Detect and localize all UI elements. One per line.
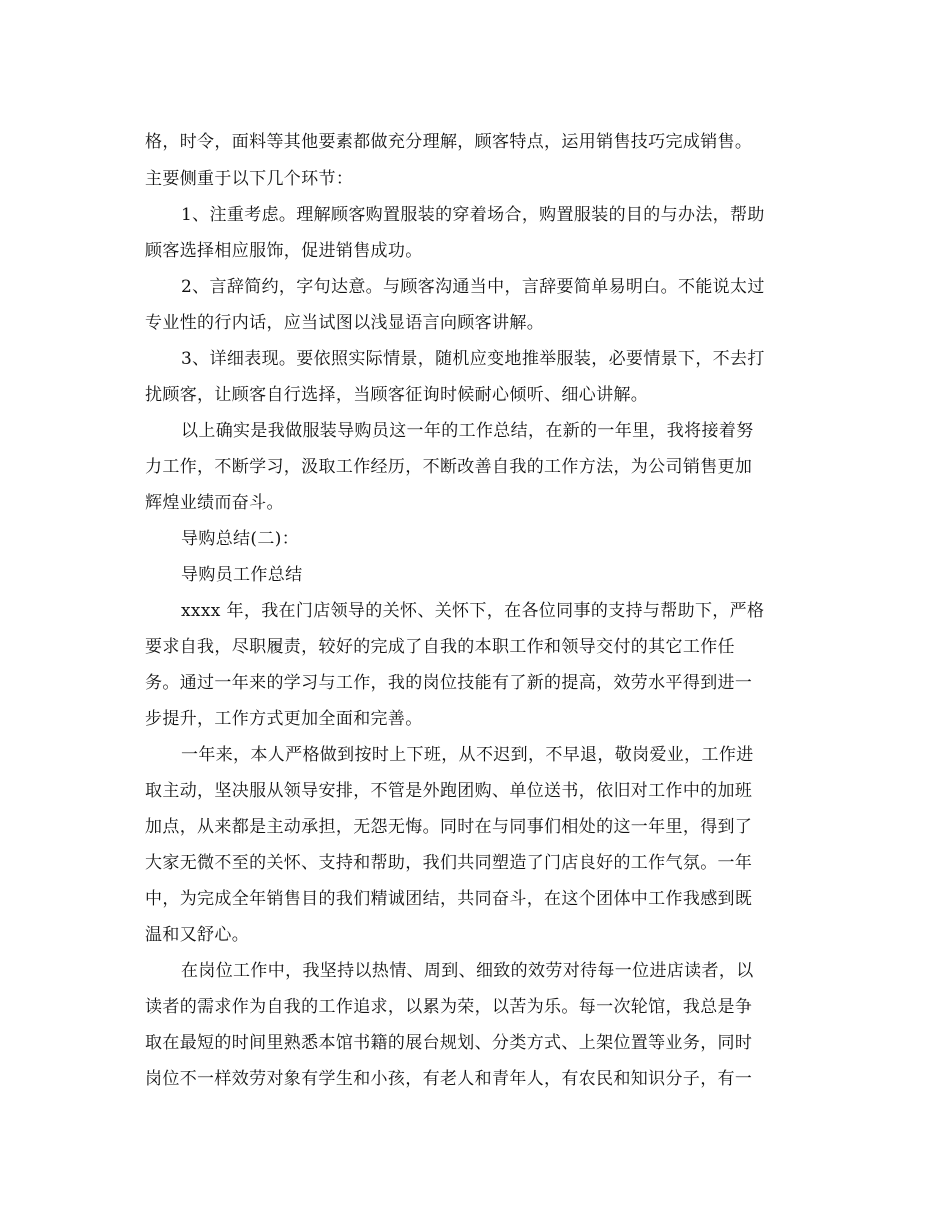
text-line: 大家无微不至的关怀、支持和帮助，我们共同塑造了门店良好的工作气氛。一年 bbox=[145, 853, 753, 873]
text-line: 1、注重考虑。理解顾客购置服装的穿着场合，购置服装的目的与办法，帮助 bbox=[181, 205, 765, 225]
text-line: 力工作，不断学习，汲取工作经历，不断改善自我的工作方法，为公司销售更加 bbox=[145, 457, 753, 477]
text-line: 中，为完成全年销售目的我们精诚团结，共同奋斗，在这个团体中工作我感到既 bbox=[145, 889, 753, 909]
text-line: 顾客选择相应服饰，促进销售成功。 bbox=[145, 241, 423, 261]
text-line: 2、言辞简约，字句达意。与顾客沟通当中，言辞要简单易明白。不能说太过 bbox=[181, 277, 765, 297]
text-line: 一年来，本人严格做到按时上下班，从不迟到，不早退，敬岗爱业，工作进 bbox=[181, 745, 754, 765]
text-line: 辉煌业绩而奋斗。 bbox=[145, 493, 284, 513]
text-line: 岗位不一样效劳对象有学生和小孩，有老人和青年人，有农民和知识分子，有一 bbox=[145, 1069, 753, 1089]
text-line: 取在最短的时间里熟悉本馆书籍的展台规划、分类方式、上架位置等业务，同时 bbox=[145, 1033, 753, 1053]
text-line: 主要侧重于以下几个环节： bbox=[145, 169, 354, 189]
text-line: 专业性的行内话，应当试图以浅显语言向顾客讲解。 bbox=[145, 313, 545, 333]
section-title: 导购员工作总结 bbox=[181, 565, 303, 585]
text-line: 加点，从来都是主动承担，无怨无悔。同时在与同事们相处的这一年里，得到了 bbox=[145, 817, 753, 837]
section-heading: 导购总结(二)： bbox=[181, 529, 300, 549]
text-line: 在岗位工作中，我坚持以热情、周到、细致的效劳对待每一位进店读者，以 bbox=[181, 961, 754, 981]
text-line: 读者的需求作为自我的工作追求，以累为荣，以苦为乐。每一次轮馆，我总是争 bbox=[145, 997, 753, 1017]
text-line: 温和又舒心。 bbox=[145, 925, 250, 945]
text-line: 扰顾客，让顾客自行选择，当顾客征询时候耐心倾听、细心讲解。 bbox=[145, 385, 649, 405]
text-line: 务。通过一年来的学习与工作，我的岗位技能有了新的提高，效劳水平得到进一 bbox=[145, 673, 753, 693]
text-line: 取主动，坚决服从领导安排，不管是外跑团购、单位送书，依旧对工作中的加班 bbox=[145, 781, 753, 801]
text-line: 步提升，工作方式更加全面和完善。 bbox=[145, 709, 423, 729]
text-line: xxxx 年，我在门店领导的关怀、关怀下，在各位同事的支持与帮助下，严格 bbox=[181, 601, 765, 621]
text-line: 要求自我，尽职履责，较好的完成了自我的本职工作和领导交付的其它工作任 bbox=[145, 637, 735, 657]
text-line: 3、详细表现。要依照实际情景，随机应变地推举服装，必要情景下，不去打 bbox=[181, 349, 765, 369]
text-line: 格，时令，面料等其他要素都做充分理解，顾客特点，运用销售技巧完成销售。 bbox=[145, 132, 753, 152]
text-line: 以上确实是我做服装导购员这一年的工作总结，在新的一年里，我将接着努 bbox=[181, 421, 754, 441]
